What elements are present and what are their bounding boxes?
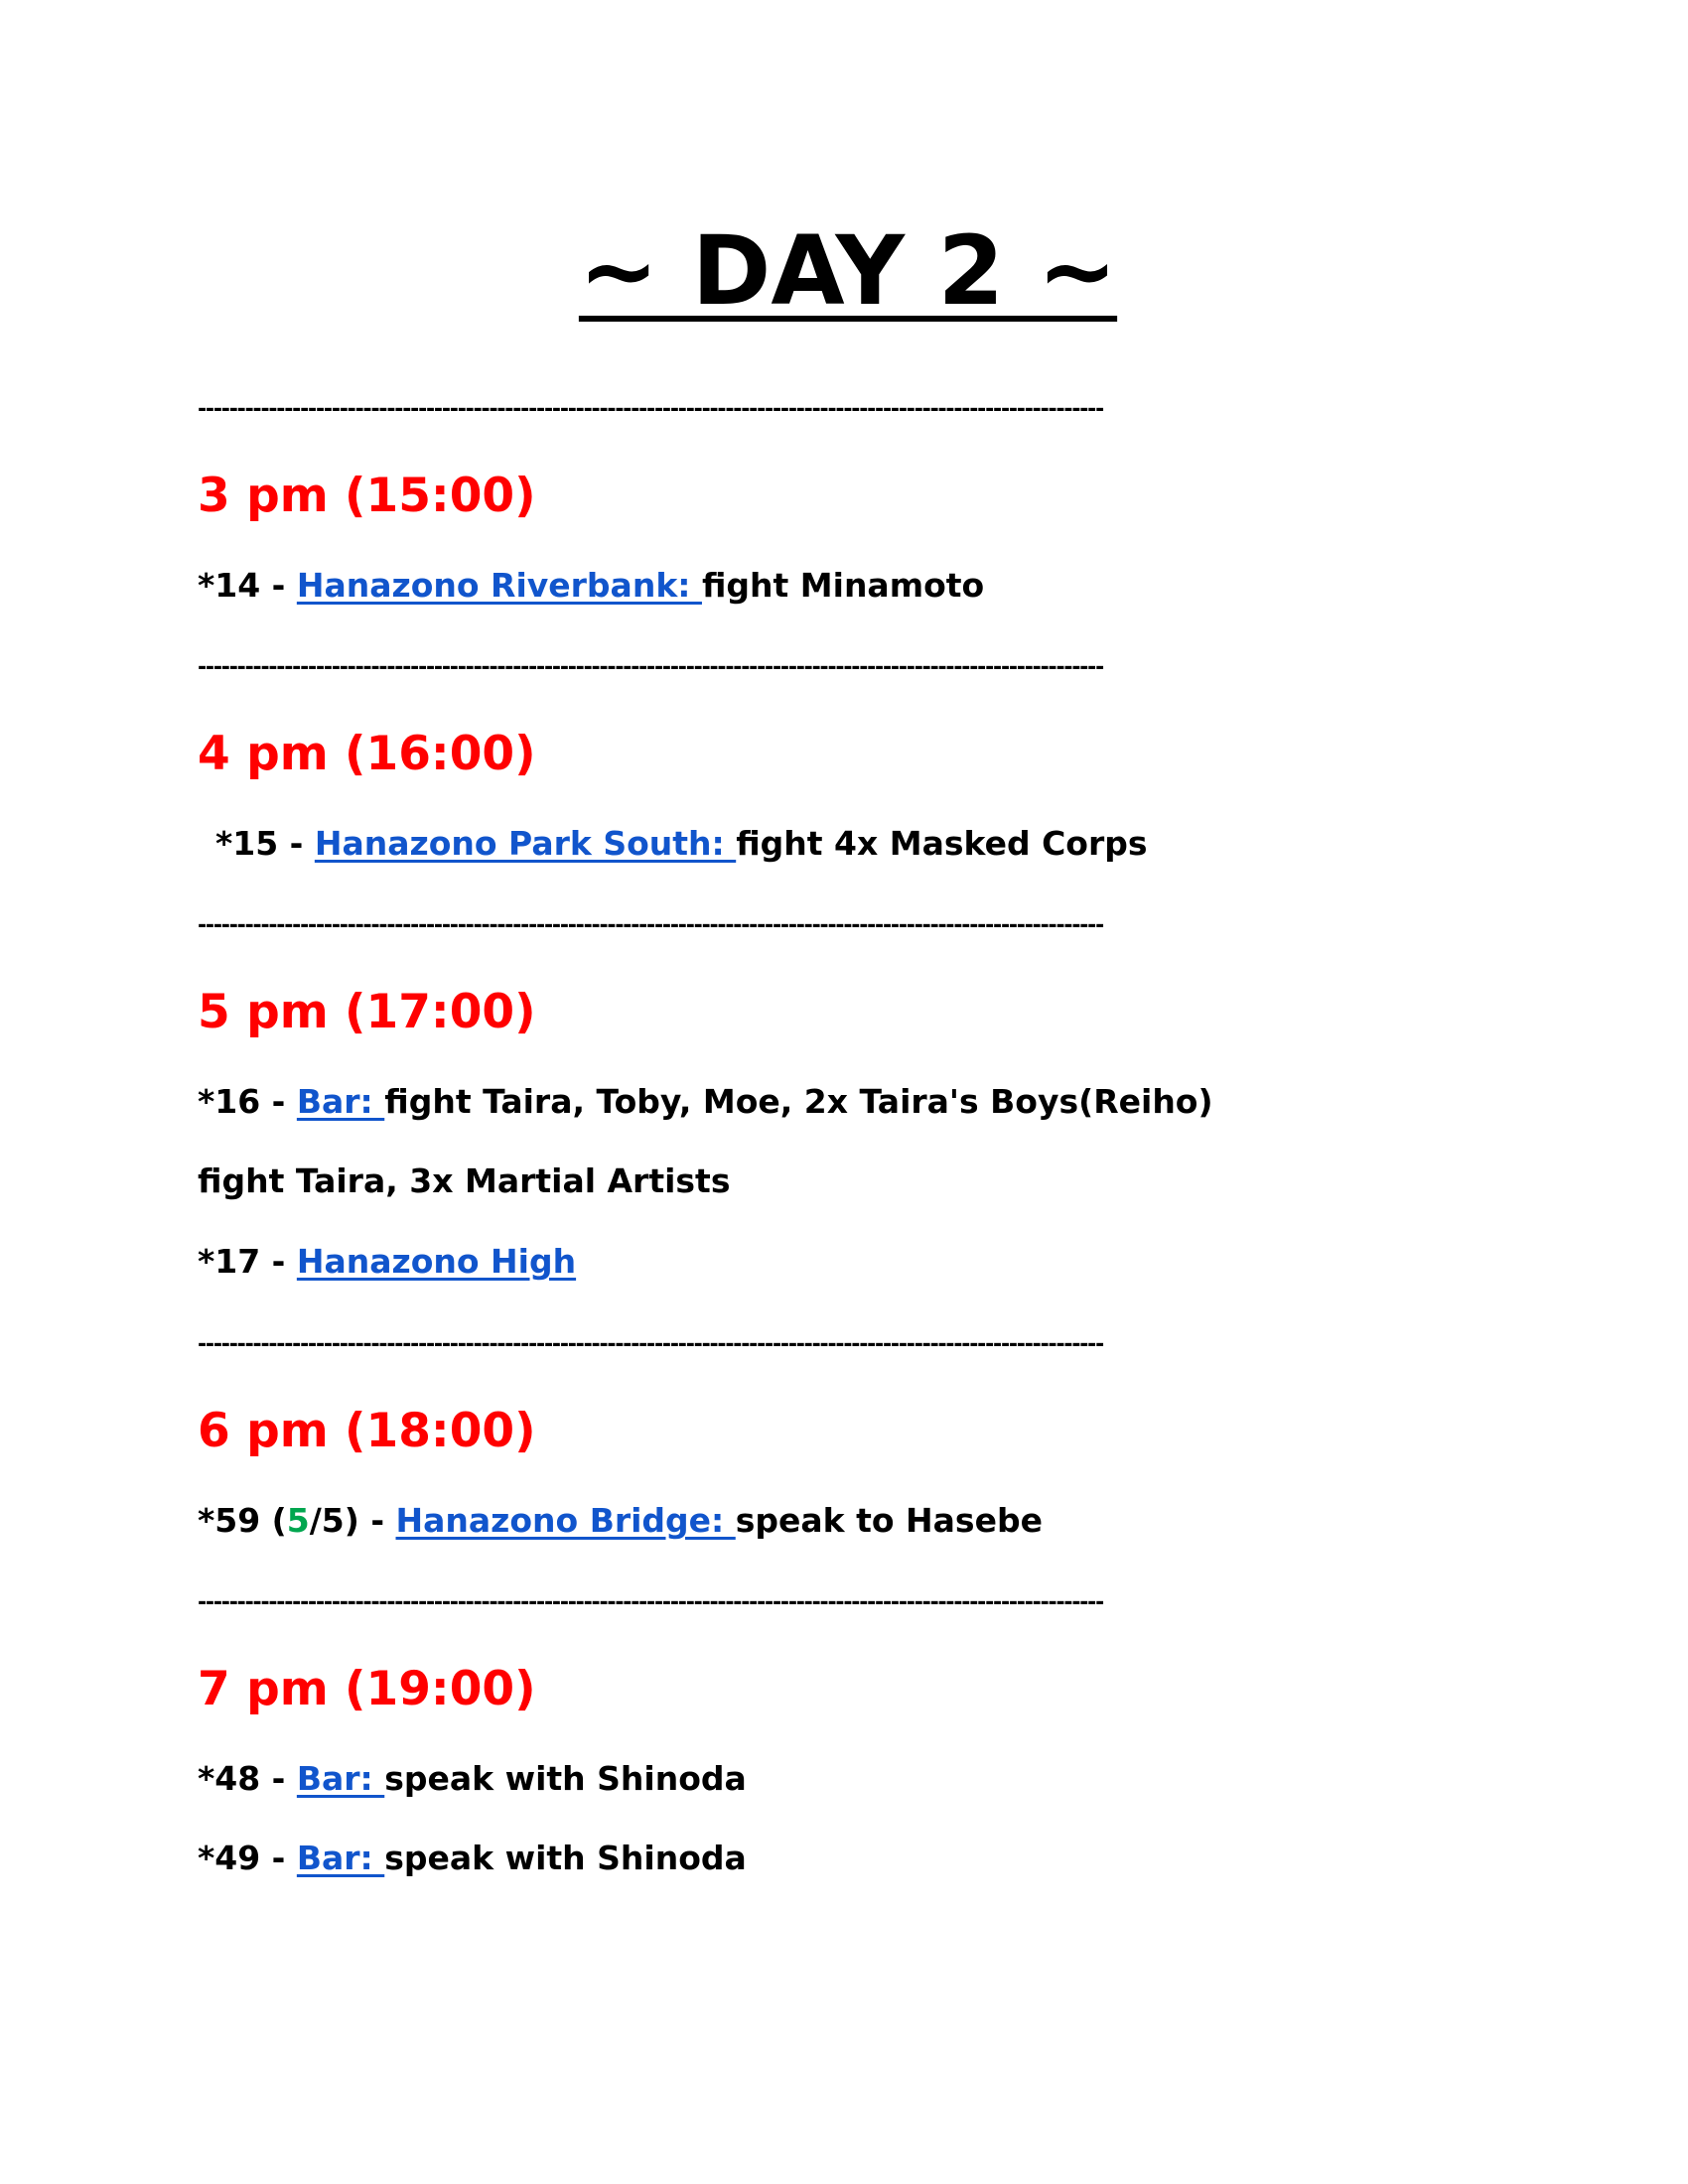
entry-16 (198, 1080, 1213, 1124)
entry-text: fight 4x Masked Corps (736, 824, 1148, 863)
section-divider: ------------------------------------------------------------------------------------------------------------------- (198, 655, 1104, 680)
time-heading-6pm: 6 pm (18:00) (198, 1404, 536, 1458)
entry-prefix: *48 - (198, 1759, 297, 1798)
entry-prefix: *17 - (198, 1242, 297, 1281)
entry-prefix: *59 ( (198, 1501, 287, 1540)
entry-48 (198, 1757, 747, 1801)
entry-prefix: *16 - (198, 1082, 297, 1121)
section-divider: ------------------------------------------------------------------------------------------------------------------- (198, 1332, 1104, 1357)
entry-prefix: *49 - (198, 1839, 297, 1877)
entry-text: fight Taira, Toby, Moe, 2x Taira's Boys(Reiho) (384, 1082, 1213, 1121)
location-link[interactable]: Bar: (296, 1839, 385, 1877)
entry-49 (198, 1837, 747, 1880)
location-link[interactable]: Bar: (296, 1759, 385, 1798)
entry-59 (198, 1499, 1043, 1543)
entry-text: speak with Shinoda (384, 1839, 747, 1877)
time-heading-3pm: 3 pm (15:00) (198, 469, 536, 523)
entry-14 (198, 564, 984, 608)
entry-prefix-tail: /5) - (309, 1501, 396, 1540)
location-link[interactable]: Hanazono Bridge: (395, 1501, 736, 1540)
entry-16-alt (198, 1160, 730, 1203)
entry-17 (198, 1240, 576, 1284)
time-heading-4pm: 4 pm (16:00) (198, 727, 536, 781)
entry-text: speak with Shinoda (384, 1759, 747, 1798)
entry-prefix: *14 - (198, 566, 297, 605)
section-divider: ------------------------------------------------------------------------------------------------------------------- (198, 397, 1104, 422)
entry-15 (215, 822, 1148, 866)
section-divider: ------------------------------------------------------------------------------------------------------------------- (198, 913, 1104, 938)
entry-prefix: *15 - (215, 824, 315, 863)
location-link[interactable]: Hanazono Riverbank: (296, 566, 702, 605)
section-divider: ------------------------------------------------------------------------------------------------------------------- (198, 1590, 1104, 1615)
location-link[interactable]: Hanazono High (296, 1242, 577, 1281)
location-link[interactable]: Hanazono Park South: (314, 824, 737, 863)
time-heading-7pm: 7 pm (19:00) (198, 1662, 536, 1716)
entry-text: fight Minamoto (701, 566, 985, 605)
entry-text: speak to Hasebe (735, 1501, 1043, 1540)
page-title: ~ DAY 2 ~ (578, 215, 1118, 327)
progress-count: 5 (286, 1501, 310, 1540)
time-heading-5pm: 5 pm (17:00) (198, 985, 536, 1039)
location-link[interactable]: Bar: (296, 1082, 385, 1121)
entry-text: fight Taira, 3x Martial Artists (198, 1161, 731, 1200)
